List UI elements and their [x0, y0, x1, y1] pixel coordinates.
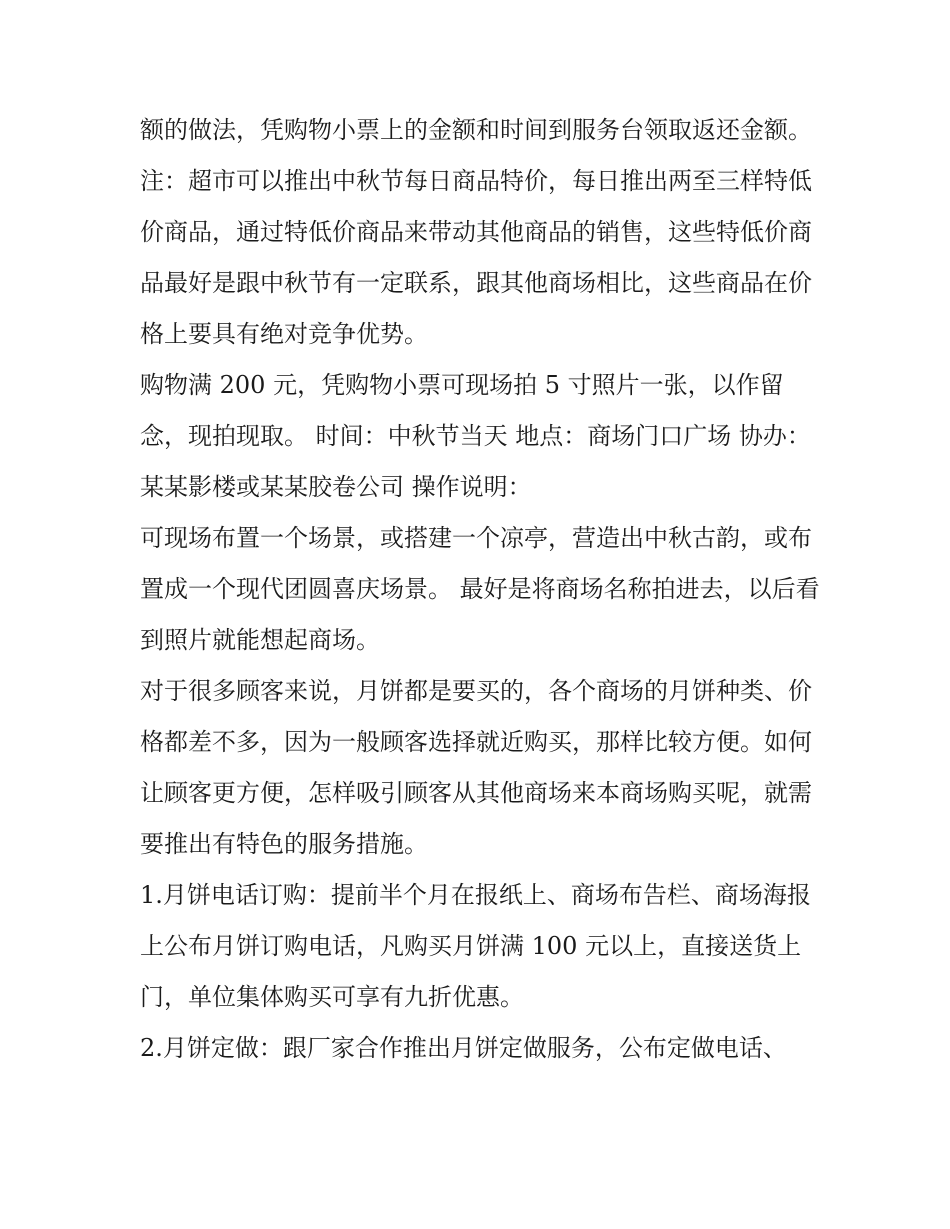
paragraph-scene-setup: 可现场布置一个场景，或搭建一个凉亭，营造出中秋古韵，或布置成一个现代团圆喜庆场景。 最好是将商场名称拍进去，以后看到照片就能想起商场。	[140, 524, 820, 654]
paragraph-phone-ordering: 1.月饼电话订购：提前半个月在报纸上、商场布告栏、商场海报上公布月饼订购电话，凡购买月饼满 100 元以上，直接送货上门，单位集体购买可享有九折优惠。	[140, 881, 811, 1011]
document-body	[140, 105, 820, 1074]
paragraph-daily-specials-note: 注：超市可以推出中秋节每日商品特价，每日推出两至三样特低价商品，通过特低价商品来带动其他商品的销售，这些特低价商品最好是跟中秋节有一定联系，跟其他商场相比，这些商品在价格上要具有绝对竞争优势。	[140, 167, 812, 348]
paragraph-custom-mooncakes: 2.月饼定做：跟厂家合作推出月饼定做服务，公布定做电话、	[140, 1034, 787, 1062]
paragraph-service-measures: 对于很多顾客来说，月饼都是要买的，各个商场的月饼种类、价格都差不多，因为一般顾客选择就近购买，那样比较方便。如何让顾客更方便，怎样吸引顾客从其他商场来本商场购买呢，就需要推出有特色的服务措施。	[140, 677, 812, 858]
paragraph-photo-promotion: 购物满 200 元，凭购物小票可现场拍 5 寸照片一张，以作留念，现拍现取。 时间：中秋节当天 地点：商场门口广场 协办：某某影楼或某某胶卷公司 操作说明：	[140, 371, 811, 501]
paragraph-return-amount: 额的做法，凭购物小票上的金额和时间到服务台领取返还金额。	[140, 116, 812, 144]
